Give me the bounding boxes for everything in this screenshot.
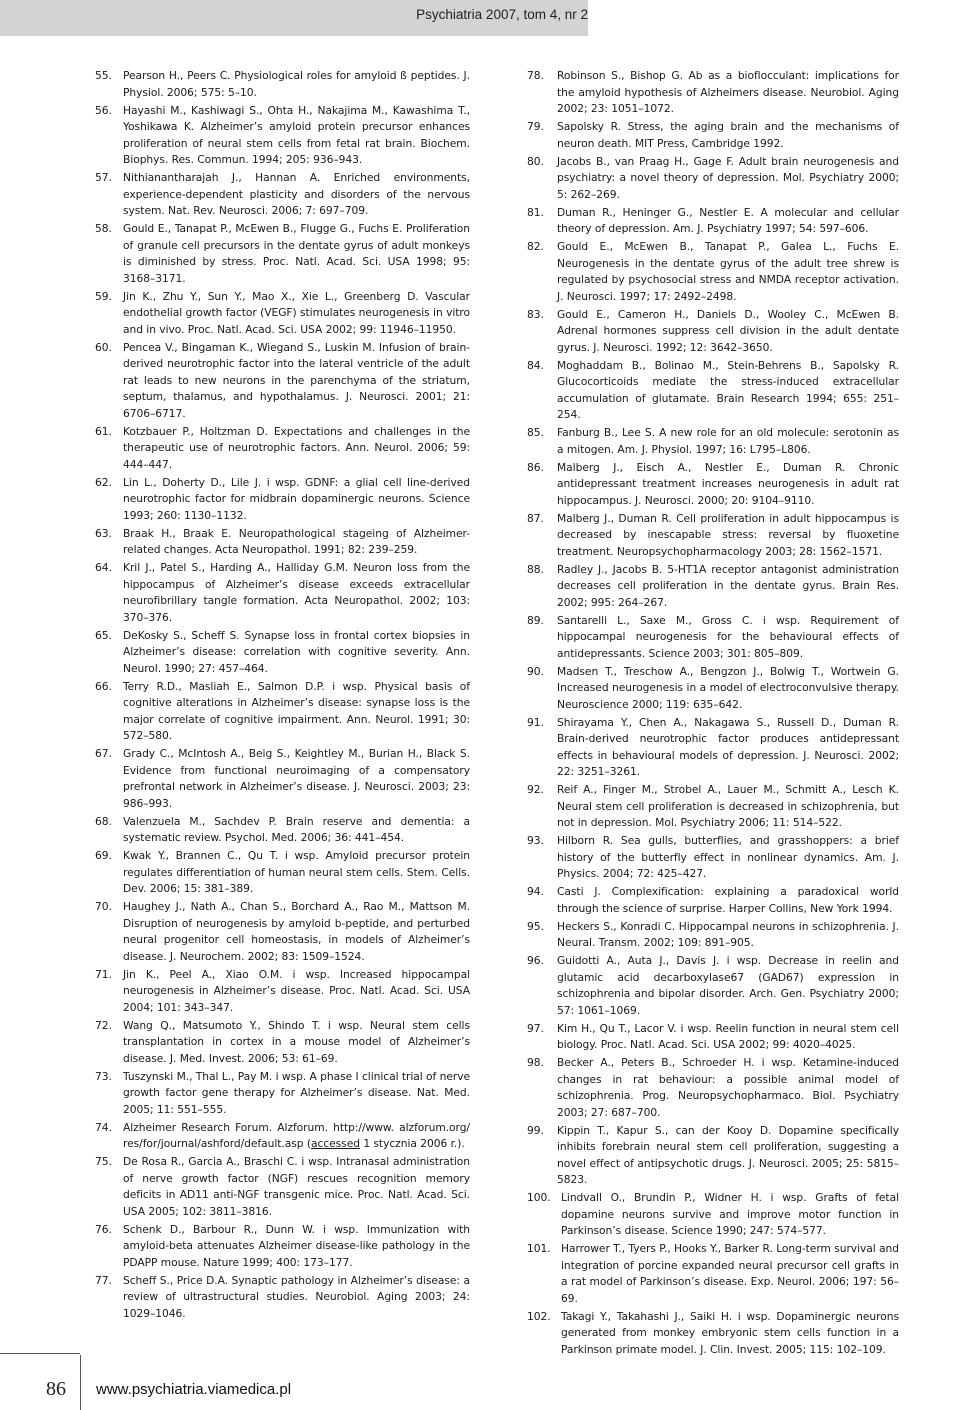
reference-link-text[interactable]: accessed <box>310 1137 360 1150</box>
footer-rule-vertical <box>80 1355 81 1410</box>
reference-item <box>95 814 470 847</box>
reference-item <box>527 1123 899 1189</box>
reference-number: 99. <box>527 1123 544 1137</box>
reference-item <box>527 1309 899 1359</box>
reference-number: 68. <box>95 814 112 828</box>
reference-number: 73. <box>95 1069 112 1083</box>
reference-text: Haughey J., Nath A., Chan S., Borchard A., Rao M., Mattson M. Disruption of neurogenesis by amyloid b-peptide, and perturbed neural progenitor cell homeostasis, in models of Alzheimer’s disease. J. Neurochem. 2002; 83: 1509–1524. <box>123 900 470 963</box>
reference-number: 78. <box>527 69 544 82</box>
reference-text: Valenzuela M., Sachdev P. Brain reserve and dementia: a systematic review. Psychol. Med. 2006; 36: 441–454. <box>123 814 470 844</box>
reference-item <box>527 715 899 781</box>
reference-number: 67. <box>95 747 112 760</box>
reference-number: 94. <box>527 885 544 898</box>
reference-item <box>527 613 899 663</box>
reference-text: Lin L., Doherty D., Lile J. i wsp. GDNF: a glial cell line-derived neurotrophic factor for midbrain dopaminergic neurons. Science 1993; 260: 1130–1132. <box>123 475 470 522</box>
reference-item <box>527 562 899 612</box>
reference-text: Robinson S., Bishop G. Ab as a bioflocculant: implications for the amyloid hypothesis of Alzheimers disease. Neurobiol. Aging 2002; 23: 1051–1072. <box>557 69 899 115</box>
reference-number: 95. <box>527 919 544 933</box>
reference-text: Gould E., Cameron H., Daniels D., Wooley C., McEwen B. Adrenal hormones suppress cell division in the adult dentate gyrus. J. Neurosci. 1992; 12: 3642–3650. <box>557 307 899 354</box>
reference-text: Jin K., Peel A., Xiao O.M. i wsp. Increased hippocampal neurogenesis in Alzheimer’s disease. Proc. Natl. Acad. Sci. USA 2004; 101: 343–347. <box>123 967 470 1014</box>
reference-number: 81. <box>527 205 544 219</box>
reference-item <box>527 154 899 204</box>
reference-number: 87. <box>527 511 544 525</box>
reference-item <box>527 953 899 1019</box>
reference-text: Tuszynski M., Thal L., Pay M. i wsp. A phase I clinical trial of nerve growth factor gene therapy for Alzheimer’s disease. Nat. Med. 2005; 11: 551–555. <box>123 1069 470 1116</box>
reference-item <box>527 833 899 883</box>
reference-text: Wang Q., Matsumoto Y., Shindo T. i wsp. Neural stem cells transplantation in cortex in a mouse model of Alzheimer’s disease. J. Med. Invest. 2006; 53: 61–69. <box>123 1018 470 1065</box>
reference-text: Casti J. Complexification: explaining a paradoxical world through the science of surprise. Harper Collins, New York 1994. <box>557 885 899 915</box>
reference-text: Jacobs B., van Praag H., Gage F. Adult brain neurogenesis and psychiatry: a novel theory of depression. Mol. Psychiatry 2000; 5: 262–269. <box>557 154 899 201</box>
reference-item <box>95 1069 470 1119</box>
reference-number: 89. <box>527 613 544 627</box>
reference-text: Becker A., Peters B., Schroeder H. i wsp. Ketamine-induced changes in rat behaviour: a possible animal model of schizophrenia. Prog. Neuropsychopharmaco. Biol. Psychiatry 2003; 27: 687–700. <box>557 1056 899 1119</box>
reference-number: 93. <box>527 834 544 847</box>
reference-number: 66. <box>95 679 112 693</box>
reference-item <box>95 340 470 423</box>
reference-text: Heckers S., Konradi C. Hippocampal neurons in schizophrenia. J. Neural. Transm. 2002; 109: 891–905. <box>557 919 899 949</box>
reference-item <box>95 1018 470 1068</box>
reference-text: Gould E., Tanapat P., McEwen B., Flugge G., Fuchs E. Proliferation of granule cell precursors in the dentate gyrus of adult monkeys is diminished by stress. Proc. Natl. Acad. Sci. USA 1998; 95: 3168–3171. <box>123 222 470 285</box>
reference-number: 102. <box>527 1309 551 1323</box>
reference-item <box>527 511 899 561</box>
reference-item <box>95 1154 470 1220</box>
reference-text: Reif A., Finger M., Strobel A., Lauer M., Schmitt A., Lesch K. Neural stem cell proliferation is decreased in schizophrenia, but not in depression. Mol. Psychiatry 2006; 11: 514–522. <box>557 783 899 829</box>
reference-number: 79. <box>527 120 544 133</box>
reference-text: Moghaddam B., Bolinao M., Stein-Behrens B., Sapolsky R. Glucocorticoids mediate the stress-induced extracellular accumulation of glutamate. Brain Research 1994; 655: 251–254. <box>557 358 899 421</box>
reference-text: Hilborn R. Sea gulls, butterflies, and grasshoppers: a brief history of the butterfly effect in nonlinear dynamics. Am. J. Physics. 2004; 72: 425–427. <box>557 834 899 880</box>
reference-text: Madsen T., Treschow A., Bengzon J., Bolwig T., Wortwein G. Increased neurogenesis in a model of electroconvulsive therapy. Neuroscience 2000; 119: 635–642. <box>557 664 899 711</box>
reference-text: Pearson H., Peers C. Physiological roles for amyloid ß peptides. J. Physiol. 2006; 575: 5–10. <box>123 69 470 99</box>
reference-number: 84. <box>527 358 544 372</box>
reference-number: 71. <box>95 967 112 981</box>
reference-text: Kippin T., Kapur S., can der Kooy D. Dopamine specifically inhibits forebrain neural stem cell proliferation, suggesting a novel effect of antipsychotic drugs. J. Neurosci. 2005; 25: 5815–5823. <box>557 1123 899 1186</box>
reference-item <box>95 68 470 101</box>
reference-item <box>95 289 470 339</box>
journal-website[interactable]: www.psychiatria.viamedica.pl <box>96 1381 292 1398</box>
reference-number: 65. <box>95 628 112 642</box>
reference-item <box>527 884 899 917</box>
reference-number: 92. <box>527 783 544 796</box>
reference-text: Jin K., Zhu Y., Sun Y., Mao X., Xie L., Greenberg D. Vascular endothelial growth factor (VEGF) stimulates neurogenesis in vitro and in vivo. Proc. Natl. Acad. Sci. USA 2002; 99: 11946–11950. <box>123 289 470 336</box>
reference-text: Scheff S., Price D.A. Synaptic pathology in Alzheimer’s disease: a review of ultrastructural studies. Neurobiol. Aging 2003; 24: 1029–1046. <box>123 1273 470 1320</box>
reference-number: 77. <box>95 1273 112 1287</box>
reference-number: 63. <box>95 526 112 540</box>
footer-rule-horizontal <box>0 1353 80 1354</box>
reference-column-left <box>95 68 470 1324</box>
reference-number: 91. <box>527 715 544 729</box>
reference-item <box>527 919 899 952</box>
reference-number: 85. <box>527 426 544 439</box>
reference-number: 70. <box>95 900 112 913</box>
reference-text: Duman R., Heninger G., Nestler E. A molecular and cellular theory of depression. Am. J. Psychiatry 1997; 54: 597–606. <box>557 205 899 235</box>
reference-item <box>95 628 470 678</box>
reference-text: Nithianantharajah J., Hannan A. Enriched environments, experience-dependent plasticity and disorders of the nervous system. Nat. Rev. Neurosci. 2006; 7: 697–709. <box>123 171 470 217</box>
reference-item <box>95 475 470 525</box>
reference-item <box>95 560 470 626</box>
reference-item <box>527 307 899 357</box>
reference-number: 76. <box>95 1222 112 1236</box>
reference-item <box>527 664 899 714</box>
reference-text: Pencea V., Bingaman K., Wiegand S., Luskin M. Infusion of brain-derived neurotrophic factor into the lateral ventricle of the adult rat leads to new neurons in the parenchyma of the striatum, septum, thalamus, and hypothalamus. J. Neurosci. 2001; 21: 6706–6717. <box>123 340 470 420</box>
reference-text: Shirayama Y., Chen A., Nakagawa S., Russell D., Duman R. Brain-derived neurotrophic factor produces antidepressant effects in behavioural models of depression. J. Neurosci. 2002; 22: 3251–3261. <box>557 715 899 778</box>
reference-number: 100. <box>527 1191 551 1204</box>
reference-number: 90. <box>527 664 544 678</box>
reference-number: 75. <box>95 1155 112 1168</box>
reference-item <box>527 68 899 118</box>
reference-item <box>95 424 470 474</box>
reference-text: Sapolsky R. Stress, the aging brain and the mechanisms of neuron death. MIT Press, Cambridge 1992. <box>557 120 899 150</box>
journal-header-title: Psychiatria 2007, tom 4, nr 2 <box>416 7 588 22</box>
reference-number: 61. <box>95 424 112 438</box>
reference-item <box>527 782 899 832</box>
reference-number: 57. <box>95 171 112 184</box>
reference-text: Takagi Y., Takahashi J., Saiki H. i wsp. Dopaminergic neurons generated from monkey embryonic stem cells function in a Parkinson primate model. J. Clin. Invest. 2005; 115: 102–109. <box>561 1309 899 1356</box>
reference-text: Terry R.D., Masliah E., Salmon D.P. i wsp. Physical basis of cognitive alterations in Alzheimer’s disease: synapse loss is the major correlate of cognitive impairment. Ann. Neurol. 1991; 30: 572–580. <box>123 679 470 742</box>
reference-text: Kwak Y., Brannen C., Qu T. i wsp. Amyloid precursor protein regulates differentiation of human neural stem cells. Stem. Cells. Dev. 2006; 15: 381–389. <box>123 849 470 895</box>
reference-item <box>95 170 470 220</box>
reference-item <box>95 103 470 169</box>
reference-number: 60. <box>95 340 112 354</box>
reference-item <box>527 358 899 424</box>
reference-item <box>527 425 899 458</box>
reference-text: Fanburg B., Lee S. A new role for an old molecule: serotonin as a mitogen. Am. J. Physiol. 1997; 16: L795–L806. <box>557 426 899 456</box>
page-number: 86 <box>46 1378 66 1400</box>
reference-number: 83. <box>527 307 544 321</box>
reference-item <box>527 1190 899 1240</box>
reference-number: 98. <box>527 1056 544 1069</box>
reference-text: Harrower T., Tyers P., Hooks Y., Barker R. Long-term survival and integration of porcine expanded neural precursor cell grafts in a rat model of Parkinson’s disease. Exp. Neurol. 2006; 197: 56–69. <box>561 1242 899 1305</box>
reference-text: De Rosa R., Garcia A., Braschi C. i wsp. Intranasal administration of nerve growth factor (NGF) rescues recognition memory deficits in AD11 anti-NGF transgenic mice. Proc. Natl. Acad. Sci. USA 2005; 102: 3811–3816. <box>123 1155 470 1218</box>
reference-item <box>527 205 899 238</box>
reference-number: 59. <box>95 289 112 303</box>
reference-text: Schenk D., Barbour R., Dunn W. i wsp. Immunization with amyloid-beta attenuates Alzheimer disease-like pathology in the PDAPP mouse. Nature 1999; 400: 173–177. <box>123 1222 470 1269</box>
reference-text: DeKosky S., Scheff S. Synapse loss in frontal cortex biopsies in Alzheimer’s disease: correlation with cognitive severity. Ann. Neurol. 1990; 27: 457–464. <box>123 628 470 675</box>
reference-item <box>527 1241 899 1307</box>
reference-item <box>527 460 899 510</box>
reference-item <box>95 1120 470 1153</box>
reference-item <box>95 899 470 965</box>
reference-text: Alzheimer Research Forum. Alzforum. http://www. alzforum.org/ res/for/journal/ashford/default.asp ( <box>123 1120 470 1150</box>
reference-text: Braak H., Braak E. Neuropathological stageing of Alzheimer-related changes. Acta Neuropathol. 1991; 82: 239–259. <box>123 526 470 556</box>
reference-number: 96. <box>527 954 544 967</box>
reference-text: Guidotti A., Auta J., Davis J. i wsp. Decrease in reelin and glutamic acid decarboxylase67 (GAD67) expression in schizophrenia and bipolar disorder. Arch. Gen. Psychiatry 2000; 57: 1061–1069. <box>557 954 899 1017</box>
reference-item <box>95 526 470 559</box>
reference-item <box>95 1273 470 1323</box>
reference-item <box>95 221 470 287</box>
reference-number: 82. <box>527 240 544 253</box>
reference-number: 58. <box>95 222 112 235</box>
reference-column-right <box>527 68 899 1360</box>
reference-text: 1 stycznia 2006 r.). <box>359 1137 465 1150</box>
reference-number: 74. <box>95 1120 112 1134</box>
reference-text: Kril J., Patel S., Harding A., Halliday G.M. Neuron loss from the hippocampus of Alzheimer’s disease exceeds extracellular neurofibrillary tangle formation. Acta Neuropathol. 2002; 103: 370–376. <box>123 561 470 624</box>
reference-item <box>95 848 470 898</box>
reference-item <box>95 746 470 812</box>
reference-item <box>527 239 899 305</box>
reference-text: Gould E., McEwen B., Tanapat P., Galea L., Fuchs E. Neurogenesis in the dentate gyrus of the adult tree shrew is regulated by psychosocial stress and NMDA receptor activation. J. Neurosci. 1997; 17: 2492–2498. <box>557 240 899 303</box>
reference-text: Grady C., McIntosh A., Beig S., Keightley M., Burian H., Black S. Evidence from functional neuroimaging of a compensatory prefrontal network in Alzheimer’s disease. J. Neurosci. 2003; 23: 986–993. <box>123 747 470 810</box>
reference-number: 55. <box>95 69 112 82</box>
reference-text: Radley J., Jacobs B. 5-HT1A receptor antagonist administration decreases cell proliferation in the dentate gyrus. Brain Res. 2002; 995: 264–267. <box>557 562 899 609</box>
reference-number: 80. <box>527 154 544 168</box>
reference-number: 88. <box>527 562 544 576</box>
reference-text: Kim H., Qu T., Lacor V. i wsp. Reelin function in neural stem cell biology. Proc. Natl. Acad. Sci. USA 2002; 99: 4020–4025. <box>557 1021 899 1051</box>
reference-number: 56. <box>95 103 112 117</box>
reference-text: Kotzbauer P., Holtzman D. Expectations and challenges in the therapeutic use of neurotrophic factors. Ann. Neurol. 2006; 59: 444–447. <box>123 424 470 471</box>
reference-number: 69. <box>95 849 112 862</box>
reference-text: Hayashi M., Kashiwagi S., Ohta H., Nakajima M., Kawashima T., Yoshikawa K. Alzheimer’s amyloid protein precursor enhances proliferation of neural stem cells from fetal rat brain. Biochem. Biophys. Res. Commun. 1994; 205: 936–943. <box>123 103 470 166</box>
reference-item <box>527 119 899 152</box>
reference-text: Malberg J., Duman R. Cell proliferation in adult hippocampus is decreased by inescapable stress: reversal by fluoxetine treatment. Neuropsychopharmacology 2003; 28: 1562–1571. <box>557 511 899 558</box>
reference-number: 86. <box>527 460 544 474</box>
reference-item <box>95 967 470 1017</box>
reference-number: 101. <box>527 1242 551 1255</box>
reference-number: 64. <box>95 561 112 574</box>
reference-text: Santarelli L., Saxe M., Gross C. i wsp. Requirement of hippocampal neurogenesis for the behavioural effects of antidepressants. Science 2003; 301: 805–809. <box>557 613 899 660</box>
reference-number: 97. <box>527 1021 544 1035</box>
reference-item <box>95 679 470 745</box>
reference-number: 62. <box>95 475 112 489</box>
reference-item <box>527 1055 899 1121</box>
reference-text: Lindvall O., Brundin P., Widner H. i wsp. Grafts of fetal dopamine neurons survive and improve motor function in Parkinson’s disease. Science 1990; 247: 574–577. <box>561 1191 899 1237</box>
reference-item <box>527 1021 899 1054</box>
reference-item <box>95 1222 470 1272</box>
reference-text: Malberg J., Eisch A., Nestler E., Duman R. Chronic antidepressant treatment increases neurogenesis in adult rat hippocampus. J. Neurosci. 2000; 20: 9104–9110. <box>557 460 899 507</box>
reference-number: 72. <box>95 1018 112 1032</box>
